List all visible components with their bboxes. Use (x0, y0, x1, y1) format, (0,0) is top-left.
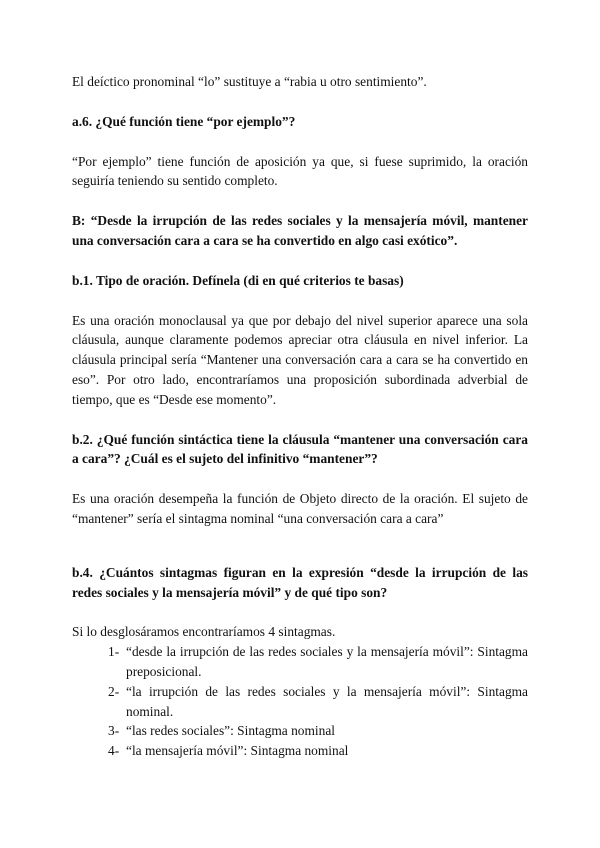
list-item-text: “las redes sociales”: Sintagma nominal (126, 723, 335, 739)
question-a6: a.6. ¿Qué función tiene “por ejemplo”? (72, 113, 296, 129)
list-item (72, 682, 528, 722)
list-item (72, 642, 528, 682)
list-item-number: 4- (108, 743, 120, 759)
section-b-heading: B: “Desde la irrupción de las redes sociales y la mensajería móvil, mantener una conversación cara a cara se ha convertido en algo casi exótico”. (72, 213, 528, 248)
answer-b1: Es una oración monoclausal ya que por debajo del nivel superior aparece una sola cláusula, aunque claramente podemos apreciar otra cláusula en nivel inferior. La cláusula principal sería “Mantener una conversación cara a cara se ha convertido en eso”. Por otro lado, encontraríamos una proposición subordinada adverbial de tiempo, que es “Desde ese momento”. (72, 312, 528, 407)
answer-b2: Es una oración desempeña la función de Objeto directo de la oración. El sujeto de “mantener” sería el sintagma nominal “una conversación cara a cara” (72, 491, 528, 526)
question-b1: b.1. Tipo de oración. Defínela (di en qué criterios te basas) (72, 272, 404, 288)
intro-paragraph: El deíctico pronominal “lo” sustituye a “rabia u otro sentimiento”. (72, 74, 427, 89)
list-item (72, 741, 528, 761)
list-item-number: 3- (108, 723, 120, 739)
question-b4: b.4. ¿Cuántos sintagmas figuran en la expresión “desde la irrupción de las redes sociales y la mensajería móvil” y de qué tipo son? (72, 564, 528, 600)
sintagmas-list (72, 642, 528, 761)
list-item-number: 1- (108, 644, 120, 660)
answer-b4-intro: Si lo desglosáramos encontraríamos 4 sintagmas. (72, 624, 336, 640)
document-page (72, 72, 528, 761)
answer-a6: “Por ejemplo” tiene función de aposición ya que, si fuese suprimido, la oración seguiría teniendo su sentido completo. (72, 153, 528, 189)
list-item-text: “desde la irrupción de las redes sociales y la mensajería móvil”: Sintagma preposicional. (126, 644, 528, 679)
list-item-text: “la mensajería móvil”: Sintagma nominal (126, 743, 349, 759)
list-item-number: 2- (108, 683, 120, 699)
list-item-text: “la irrupción de las redes sociales y la mensajería móvil”: Sintagma nominal. (126, 683, 528, 719)
question-b2: b.2. ¿Qué función sintáctica tiene la cláusula “mantener una conversación cara a cara”? ¿Cuál es el sujeto del infinitivo “mantener”? (72, 431, 528, 467)
list-item (72, 721, 528, 741)
